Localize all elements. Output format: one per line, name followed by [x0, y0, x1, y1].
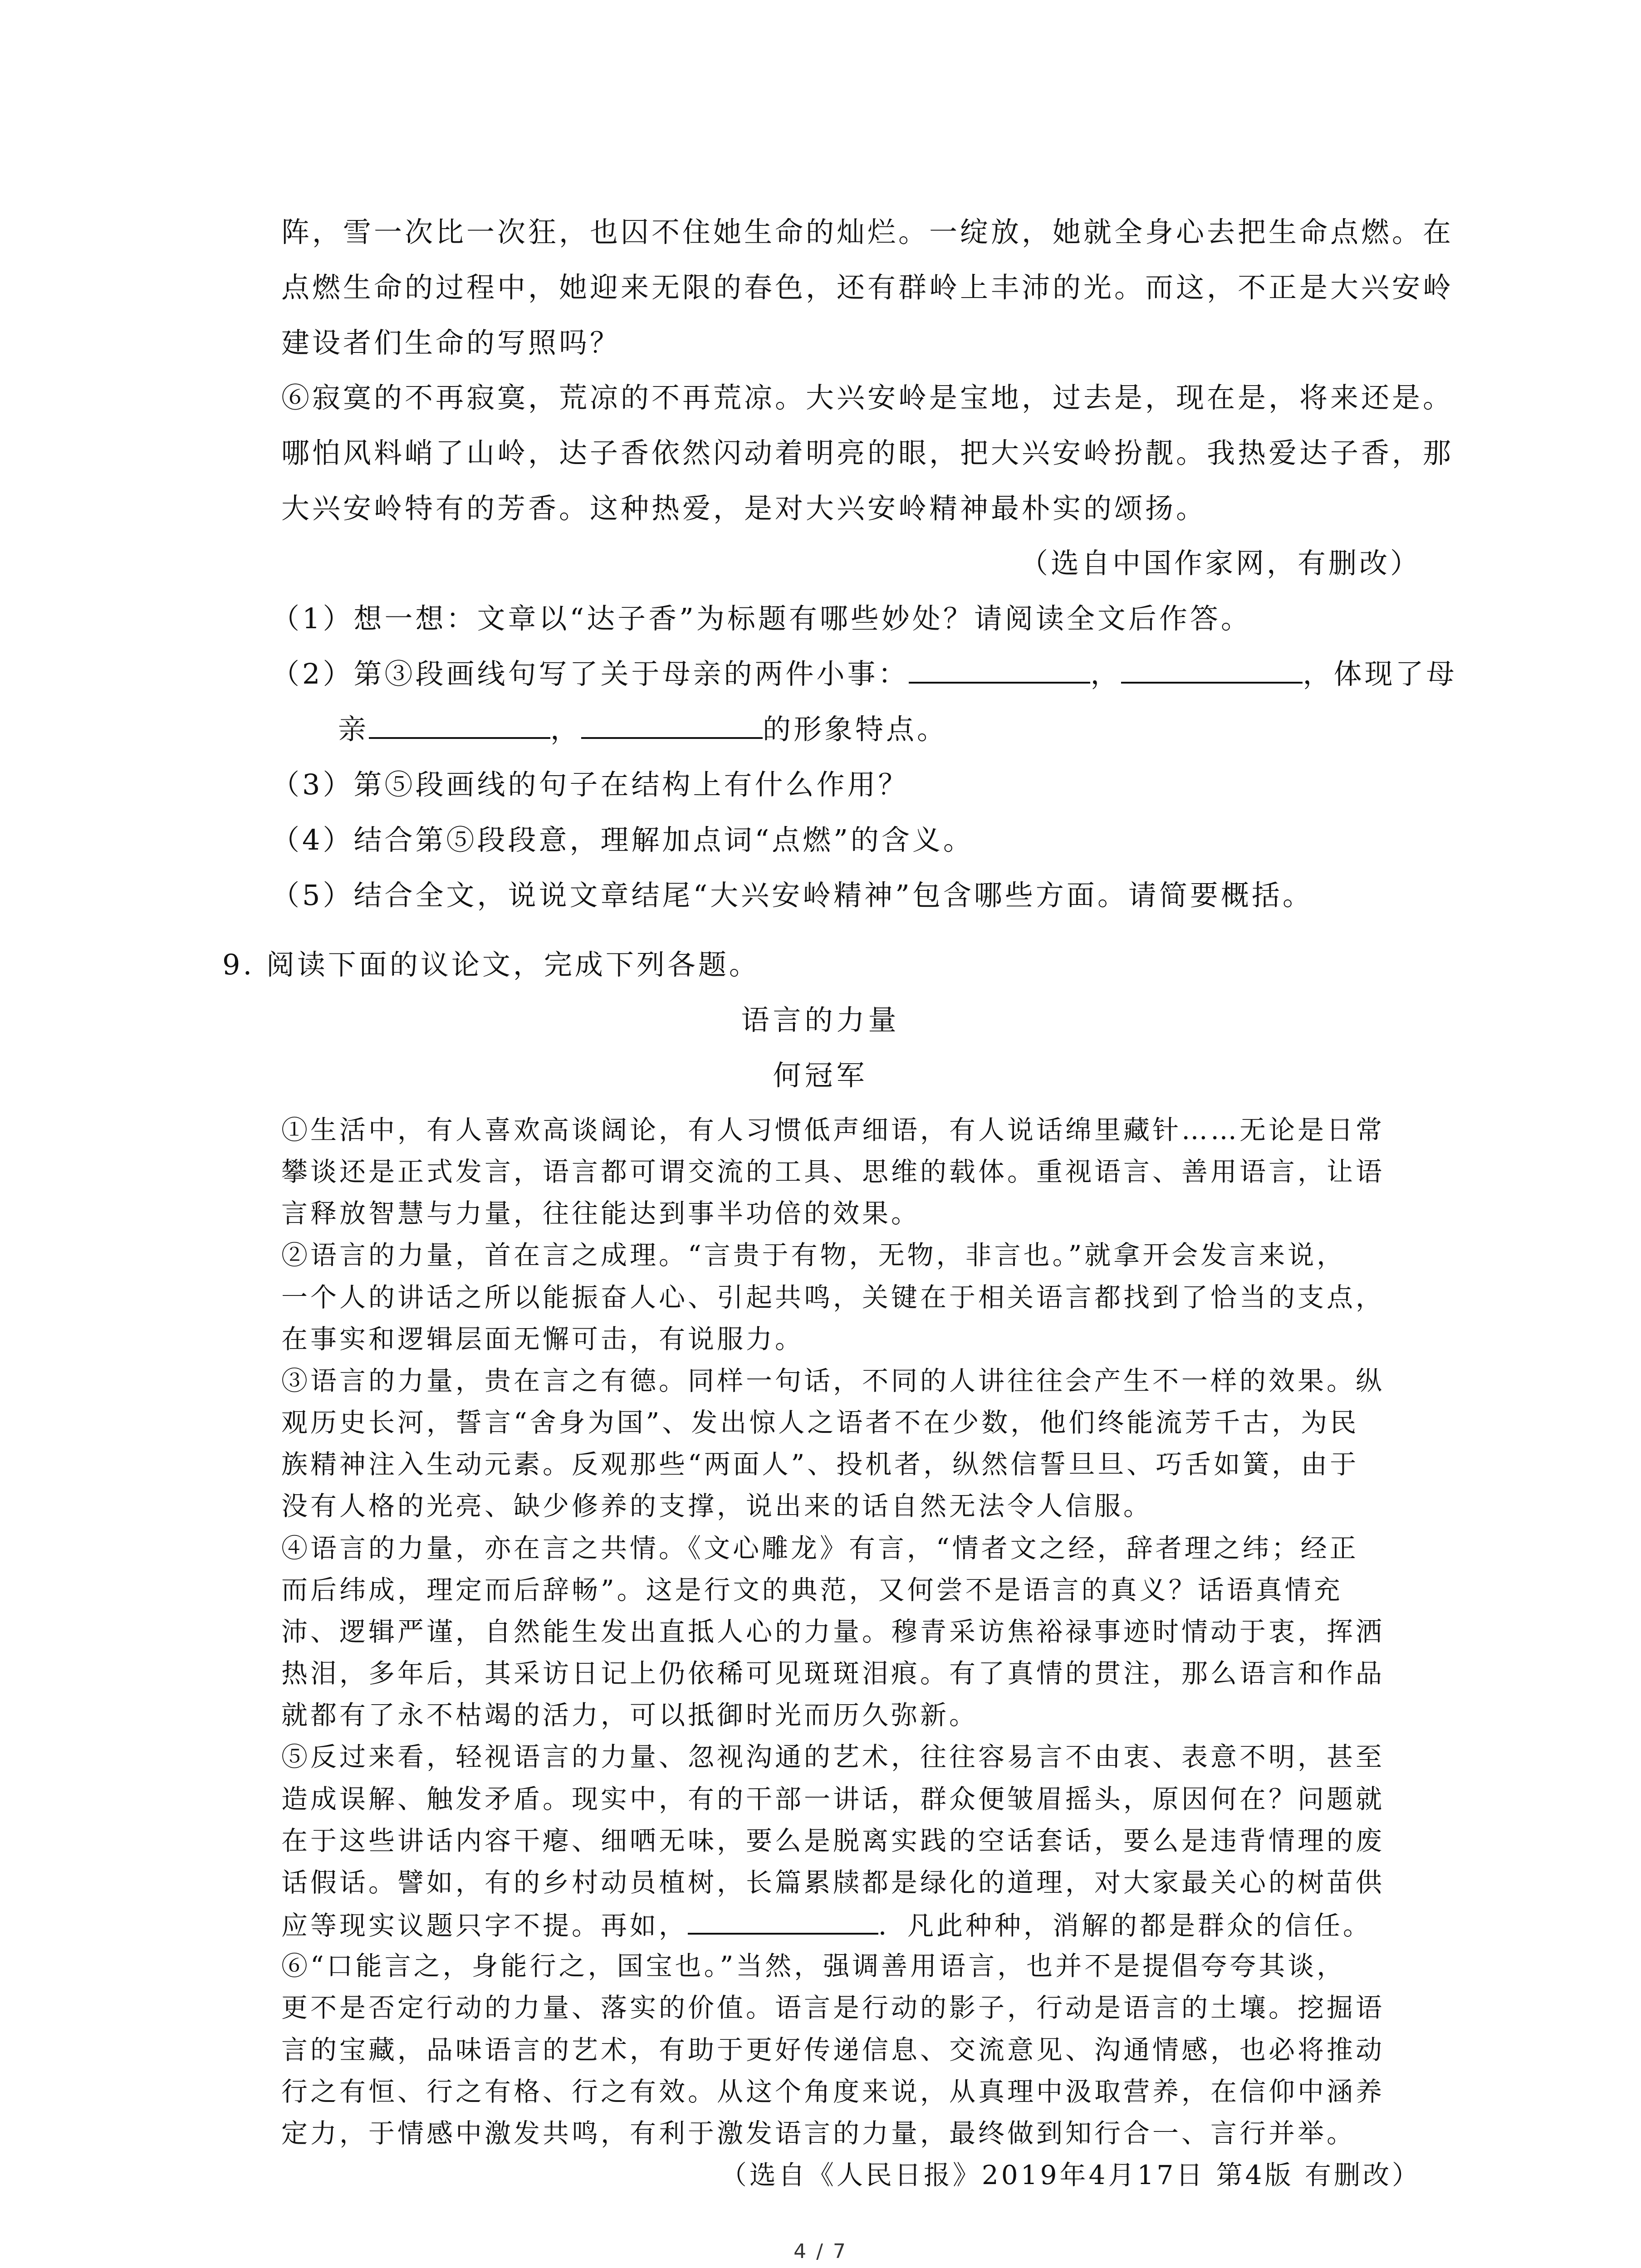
article-line: 言的宝藏，品味语言的艺术，有助于更好传递信息、交流意见、沟通情感，也必将推动 — [281, 2034, 1385, 2065]
article-line: 在于这些讲话内容干瘪、细哂无味，要么是脱离实践的空话套话，要么是违背情理的废 — [281, 1825, 1385, 1856]
article-line: 话假话。譬如，有的乡村动员植树，长篇累牍都是绿化的道理，对大家最关心的树苗供 — [281, 1867, 1385, 1898]
q8-sub2-line1 — [271, 657, 1457, 691]
article-line: ④语言的力量，亦在言之共情。《文心雕龙》有言，“情者文之经，辞者理之纬；经正 — [281, 1533, 1359, 1564]
answer-blank-2[interactable] — [1121, 657, 1303, 684]
q9-prompt: 9. 阅读下面的议论文，完成下列各题。 — [222, 948, 760, 981]
article-line: 就都有了永不枯竭的活力，可以抵御时光而历久弥新。 — [281, 1700, 979, 1730]
q8-sub2-text-d: 的形象特点。 — [763, 713, 948, 746]
article-line: 在事实和逻辑层面无懈可击，有说服力。 — [281, 1324, 804, 1354]
q8-sub1: （1）想一想：文章以“达子香”为标题有哪些妙处？请阅读全文后作答。 — [271, 602, 1252, 635]
article-title: 语言的力量 — [741, 1003, 900, 1036]
q8-sub4: （4）结合第⑤段段意，理解加点词“点燃”的含义。 — [271, 823, 974, 856]
overflow-guard — [281, 2201, 1461, 2237]
q8-sub5: （5）结合全文，说说文章结尾“大兴安岭精神”包含哪些方面。请简要概括。 — [271, 879, 1313, 912]
article-line: ①生活中，有人喜欢高谈阔论，有人习惯低声细语，有人说话绵里藏针……无论是日常 — [281, 1114, 1385, 1145]
answer-blank-5[interactable] — [688, 1908, 878, 1935]
answer-blank-1[interactable] — [909, 657, 1090, 684]
article-line: ⑤反过来看，轻视语言的力量、忽视沟通的艺术，往往容易言不由衷、表意不明，甚至 — [281, 1741, 1385, 1772]
page-number: 4 / 7 — [794, 2240, 847, 2263]
passage-p6-line-3: 大兴安岭特有的芳香。这种热爱，是对大兴安岭精神最朴实的颂扬。 — [281, 492, 1207, 525]
passage-p5-line-1: 阵，雪一次比一次狂，也囚不住她生命的灿烂。一绽放，她就全身心去把生命点燃。在 — [281, 215, 1454, 249]
article-line: ③语言的力量，贵在言之有德。同样一句话，不同的人讲往往会产生不一样的效果。纵 — [281, 1365, 1385, 1396]
q8-sub2-text-a: （2）第③段画线句写了关于母亲的两件小事： — [271, 657, 909, 690]
article-line: 攀谈还是正式发言，语言都可谓交流的工具、思维的载体。重视语言、善用语言，让语 — [281, 1156, 1385, 1187]
q8-sub2-text-b: ，体现了母 — [1303, 657, 1457, 690]
article-line: ②语言的力量，首在言之成理。“言贵于有物，无物，非言也。”就拿开会发言来说， — [281, 1240, 1346, 1271]
answer-blank-3[interactable] — [369, 713, 550, 739]
passage-p5-line-2: 点燃生命的过程中，她迎来无限的春色，还有群岭上丰沛的光。而这，不正是大兴安岭 — [281, 271, 1454, 304]
article-line: 一个人的讲话之所以能振奋人心、引起共鸣，关键在于相关语言都找到了恰当的支点， — [281, 1282, 1385, 1313]
q8-sub2-text-c: 亲 — [338, 713, 369, 746]
article-line: 行之有恒、行之有格、行之有效。从这个角度来说，从真理中汲取营养，在信仰中涵养 — [281, 2076, 1385, 2107]
article-line: 族精神注入生动元素。反观那些“两面人”、投机者，纵然信誓旦旦、巧舌如簧，由于 — [281, 1449, 1359, 1480]
article-source: （选自《人民日报》2019年4月17日 第4版 有删改） — [720, 2160, 1421, 2190]
article-author: 何冠军 — [773, 1059, 868, 1092]
article-line: 而后纬成，理定而后辞畅”。这是行文的典范，又何尝不是语言的真义？话语真情充 — [281, 1574, 1343, 1605]
passage-source: （选自中国作家网，有删改） — [1019, 547, 1421, 580]
article-line: 言释放智慧与力量，往往能达到事半功倍的效果。 — [281, 1198, 921, 1229]
article-line: 造成误解、触发矛盾。现实中，有的干部一讲话，群众便皱眉摇头，原因何在？问题就 — [281, 1784, 1385, 1814]
article-line: 更不是否定行动的力量、落实的价值。语言是行动的影子，行动是语言的土壤。挖掘语 — [281, 1992, 1385, 2023]
article-line: 观历史长河，誓言“舍身为国”、发出惊人之语者不在少数，他们终能流芳千古，为民 — [281, 1407, 1359, 1438]
answer-blank-4[interactable] — [581, 713, 763, 739]
article-line: 定力，于情感中激发共鸣，有利于激发语言的力量，最终做到知行合一、言行并举。 — [281, 2118, 1356, 2149]
q8-sub2-line2 — [338, 713, 948, 746]
article-line-with-blank — [281, 1908, 1372, 1941]
q8-sub2-sep2: ， — [550, 713, 582, 746]
article-line-prefix: 应等现实议题只字不提。再如， — [281, 1910, 688, 1941]
article-line: ⑥“口能言之，身能行之，国宝也。”当然，强调善用语言，也并不是提倡夸夸其谈， — [281, 1950, 1346, 1981]
passage-p5-line-3: 建设者们生命的写照吗？ — [281, 326, 621, 359]
passage-p6-line-2: 哪怕风料峭了山岭，达子香依然闪动着明亮的眼，把大兴安岭扮靓。我热爱达子香，那 — [281, 436, 1454, 469]
article-line: 沛、逻辑严谨，自然能生发出直抵人心的力量。穆青采访焦裕禄事迹时情动于衷，挥洒 — [281, 1616, 1385, 1647]
passage-p6-line-1: ⑥寂寞的不再寂寞，荒凉的不再荒凉。大兴安岭是宝地，过去是，现在是，将来还是。 — [281, 381, 1454, 414]
article-line-suffix: ．凡此种种，消解的都是群众的信任。 — [878, 1910, 1372, 1941]
q8-sub2-sep1: ， — [1090, 657, 1122, 690]
article-line: 热泪，多年后，其采访日记上仍依稀可见斑斑泪痕。有了真情的贯注，那么语言和作品 — [281, 1658, 1385, 1689]
article-line: 没有人格的光亮、缺少修养的支撑，说出来的话自然无法令人信服。 — [281, 1491, 1153, 1521]
q8-sub3: （3）第⑤段画线的句子在结构上有什么作用？ — [271, 768, 909, 801]
